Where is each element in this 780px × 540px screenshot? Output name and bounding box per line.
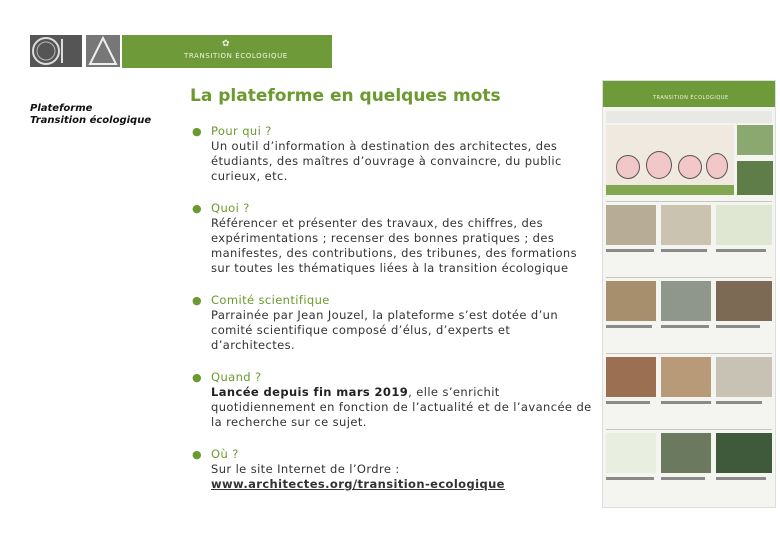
list-item-comite: [192, 293, 597, 353]
website-thumb: [606, 205, 656, 245]
banner-title: TRANSITION ÉCOLOGIQUE: [184, 52, 288, 60]
website-thumb: [606, 357, 656, 397]
website-thumb: [606, 281, 656, 321]
website-side-tile: [737, 161, 773, 195]
list-item-quoi: [192, 201, 597, 276]
info-list: [192, 124, 597, 509]
item-heading: Quand ?: [211, 370, 262, 384]
website-thumb: [606, 433, 656, 473]
website-header-title: TRANSITION ÉCOLOGIQUE: [653, 95, 729, 101]
item-heading: Où ?: [211, 447, 239, 461]
item-body: Parrainée par Jean Jouzel, la plateforme s’est dotée d’un comité scientifique composé d’élus, d’experts et d’architectes.: [211, 308, 559, 352]
website-thumb: [716, 281, 772, 321]
bullet-icon: ●: [192, 125, 202, 138]
item-heading: Quoi ?: [211, 201, 250, 215]
website-section-rule: [606, 429, 772, 430]
item-heading: Comité scientifique: [211, 293, 330, 307]
list-item-ou: [192, 447, 597, 492]
ordre-architectes-a-mark: [86, 35, 120, 67]
website-section-rule: [606, 201, 772, 202]
item-body: Un outil d’information à destination des architectes, des étudiants, des maîtres d’ouvrage à convaincre, du public curieux, etc.: [211, 139, 562, 183]
item-body: Sur le site Internet de l’Ordre :: [211, 462, 400, 476]
leaf-icon: ✿: [222, 39, 230, 49]
website-intro-strip: [606, 111, 772, 123]
website-thumb: [661, 205, 711, 245]
transition-ecologique-banner: [122, 35, 332, 68]
section-label-line2: Transition écologique: [30, 115, 152, 126]
section-label-line1: Plateforme: [30, 103, 93, 114]
website-thumb: [661, 357, 711, 397]
ordre-architectes-logo: [30, 35, 82, 67]
website-thumb: [716, 433, 772, 473]
bullet-icon: ●: [192, 202, 202, 215]
page-title: La plateforme en quelques mots: [190, 86, 501, 106]
item-heading: Pour qui ?: [211, 124, 272, 138]
website-link[interactable]: www.architectes.org/transition-ecologique: [211, 477, 505, 491]
list-item-pour-qui: [192, 124, 597, 184]
bullet-icon: ●: [192, 448, 202, 461]
list-item-quand: [192, 370, 597, 430]
section-label: [30, 103, 170, 127]
item-body: [211, 385, 597, 430]
website-side-tile: [737, 125, 773, 155]
item-body-rest: , elle s’enrichit quotidiennement en fonction de l’actualité et de l’avancée de la recherche sur ce sujet.: [211, 385, 592, 429]
bullet-icon: ●: [192, 371, 202, 384]
website-thumb: [661, 281, 711, 321]
website-section-rule: [606, 277, 772, 278]
website-hero-caption: [606, 185, 734, 195]
item-body: Référencer et présenter des travaux, des chiffres, des expérimentations ; recenser des bonnes pratiques ; des manifestes, des contributions, des tribunes, des formations sur toutes les thématiques liées à la transition écologique: [211, 216, 577, 275]
website-thumb: [716, 205, 772, 245]
website-thumb: [716, 357, 772, 397]
website-section-rule: [606, 353, 772, 354]
bullet-icon: ●: [192, 294, 202, 307]
item-body-bold: Lancée depuis fin mars 2019: [211, 385, 409, 399]
website-thumb: [661, 433, 711, 473]
website-header-bar: [603, 81, 775, 107]
website-screenshot: [602, 80, 776, 508]
